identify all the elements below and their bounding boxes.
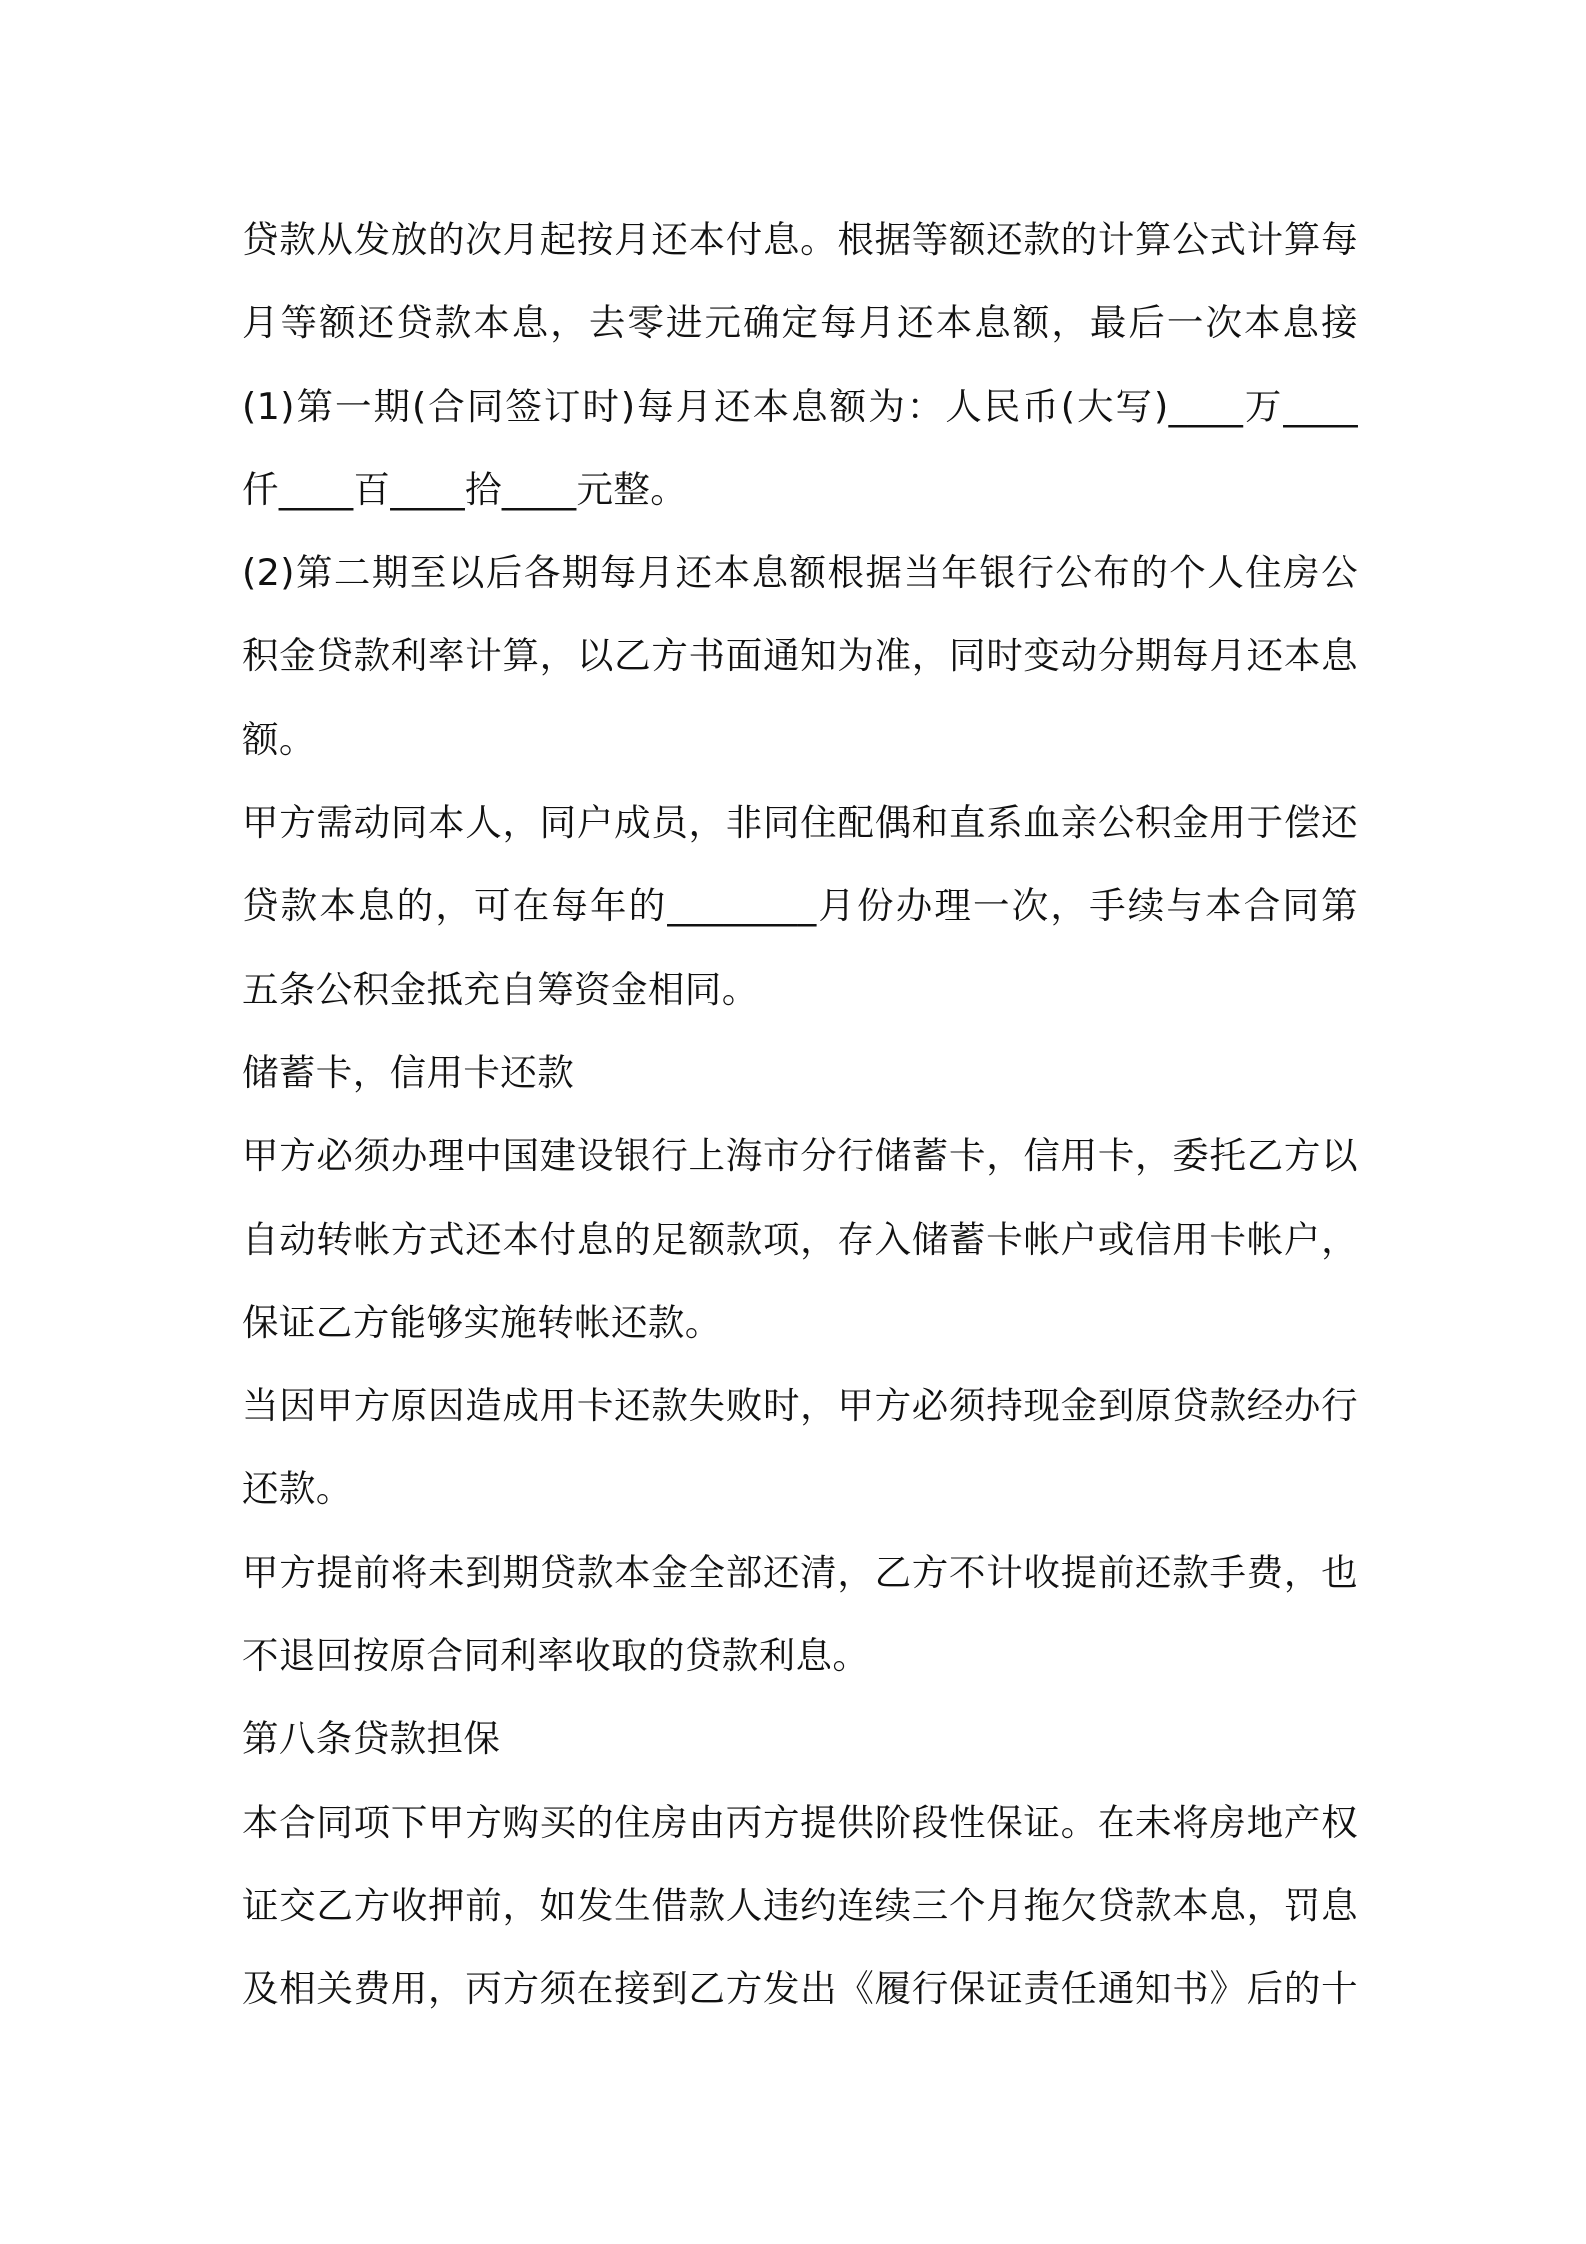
text-line: 自动转帐方式还本付息的足额款项，存入储蓄卡帐户或信用卡帐户，: [242, 1217, 1358, 1261]
text-line: 积金贷款利率计算，以乙方书面通知为准，同时变动分期每月还本息: [242, 634, 1358, 678]
text-line: 甲方提前将未到期贷款本金全部还清，乙方不计收提前还款手费，也: [242, 1550, 1358, 1594]
text-line: 及相关费用，丙方须在接到乙方发出《履行保证责任通知书》后的十: [242, 1967, 1358, 2011]
document-page: [242, 198, 1358, 2031]
text-line: 还款。: [242, 1467, 353, 1511]
text-line: 甲方需动同本人，同户成员，非同住配偶和直系血亲公积金用于偿还: [242, 801, 1358, 845]
text-line: 额。: [242, 717, 316, 761]
section-heading: 储蓄卡，信用卡还款: [242, 1050, 575, 1094]
section-heading: 第八条贷款担保: [242, 1717, 501, 1761]
text-line: 仟____百____拾____元整。: [242, 467, 688, 511]
text-line: 本合同项下甲方购买的住房由丙方提供阶段性保证。在未将房地产权: [242, 1800, 1358, 1844]
text-line: 证交乙方收押前，如发生借款人违约连续三个月拖欠贷款本息，罚息: [242, 1883, 1358, 1927]
text-line: (1)第一期(合同签订时)每月还本息额为：人民币(大写)____万____: [242, 384, 1358, 428]
text-line: 不退回按原合同利率收取的贷款利息。: [242, 1634, 870, 1678]
text-line: 贷款本息的，可在每年的________月份办理一次，手续与本合同第: [242, 884, 1358, 928]
text-line: 甲方必须办理中国建设银行上海市分行储蓄卡，信用卡，委托乙方以: [242, 1134, 1358, 1178]
text-line: 五条公积金抵充自筹资金相同。: [242, 967, 759, 1011]
text-line: 当因甲方原因造成用卡还款失败时，甲方必须持现金到原贷款经办行: [242, 1384, 1358, 1428]
text-line: 月等额还贷款本息，去零进元确定每月还本息额，最后一次本息接: [242, 301, 1358, 345]
text-line: (2)第二期至以后各期每月还本息额根据当年银行公布的个人住房公: [242, 551, 1358, 595]
text-line: 保证乙方能够实施转帐还款。: [242, 1300, 722, 1344]
text-line: 贷款从发放的次月起按月还本付息。根据等额还款的计算公式计算每: [242, 218, 1358, 261]
